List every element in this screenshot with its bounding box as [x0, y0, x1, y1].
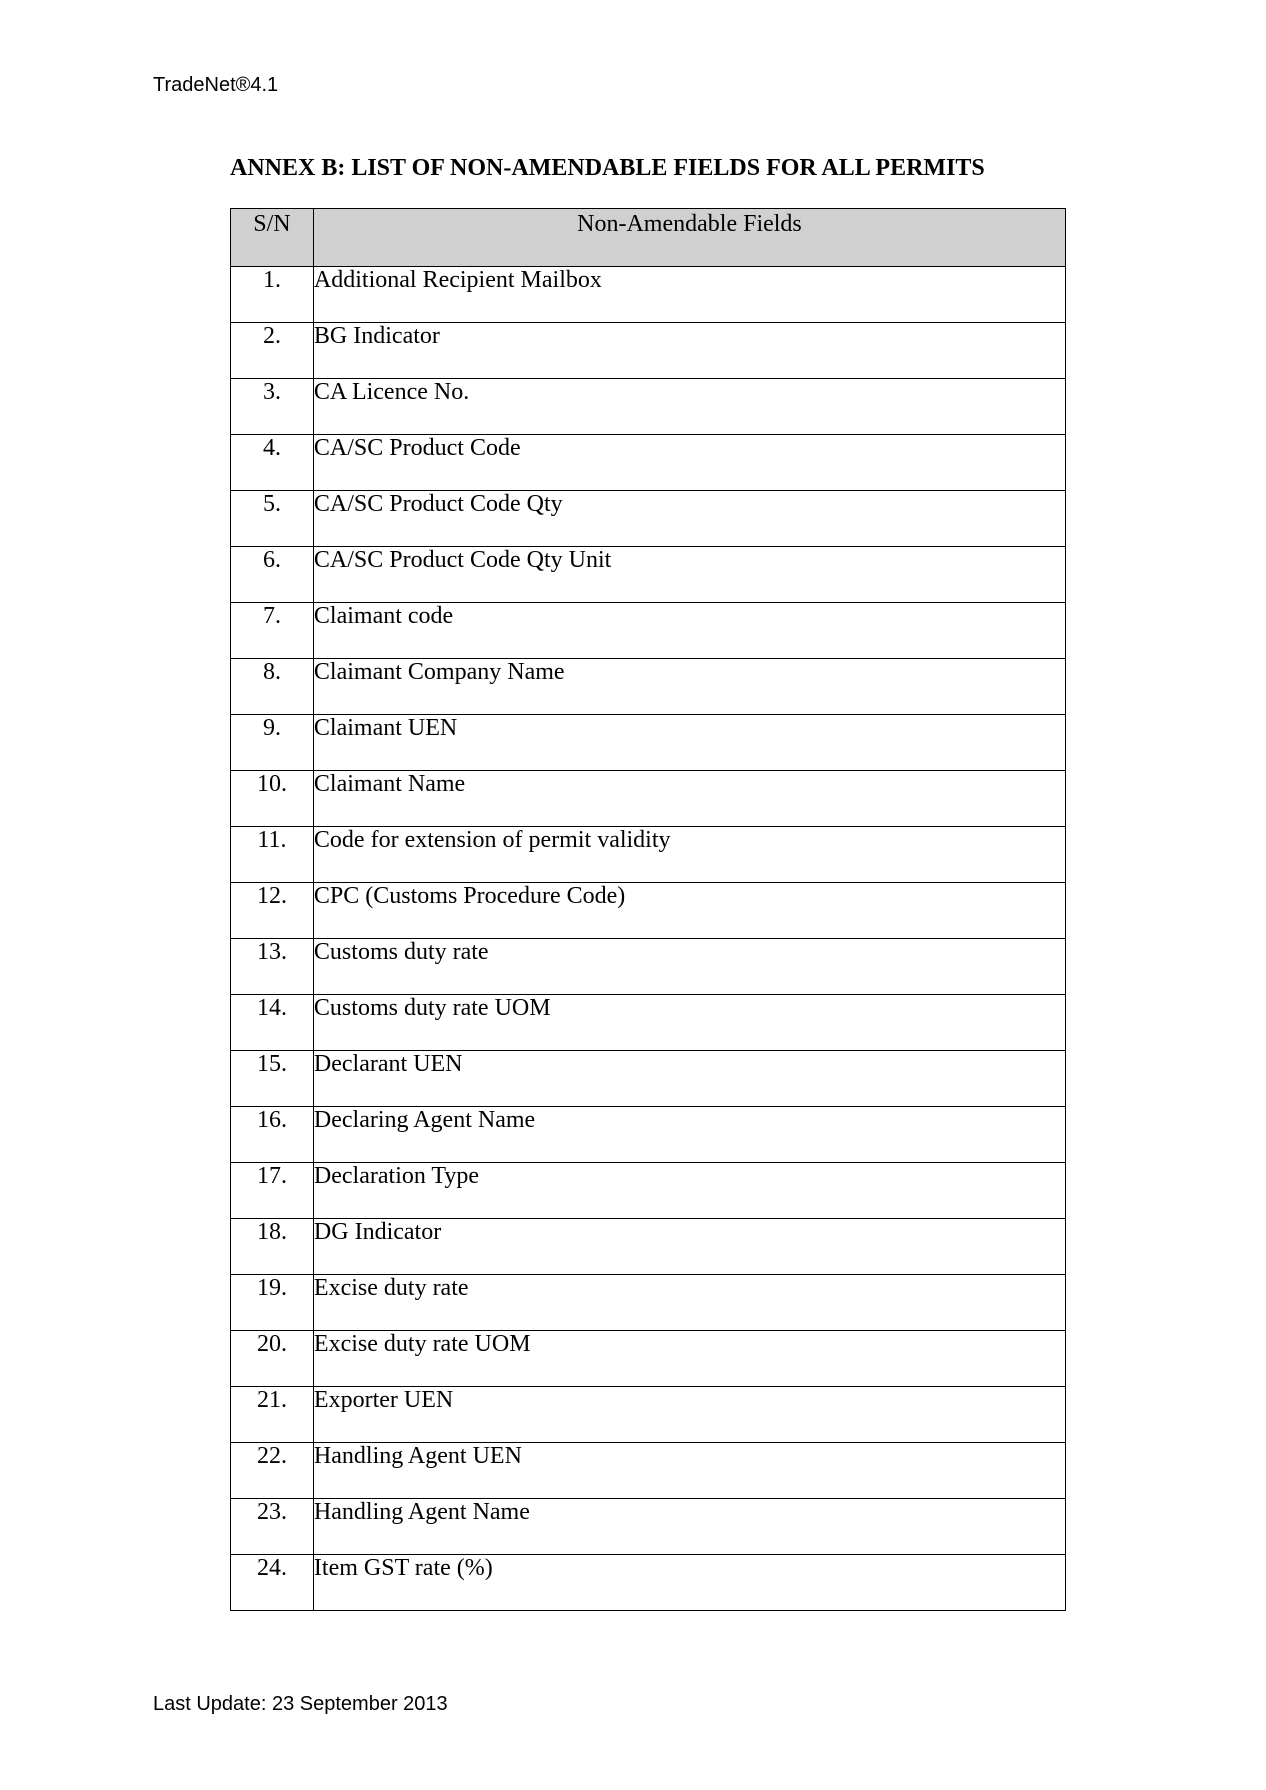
table-row [231, 995, 1066, 1051]
row-field-name: CA/SC Product Code [313, 435, 1065, 491]
table-row [231, 1219, 1066, 1275]
row-serial-number: 7. [231, 603, 314, 659]
row-field-name: CA/SC Product Code Qty [313, 491, 1065, 547]
row-field-name: Claimant UEN [313, 715, 1065, 771]
column-header-field: Non-Amendable Fields [313, 209, 1065, 267]
row-serial-number: 10. [231, 771, 314, 827]
row-field-name: Item GST rate (%) [313, 1555, 1065, 1611]
table-row [231, 323, 1066, 379]
row-field-name: Declarant UEN [313, 1051, 1065, 1107]
table-row [231, 491, 1066, 547]
row-field-name: Claimant Name [313, 771, 1065, 827]
table-row [231, 379, 1066, 435]
table-row [231, 435, 1066, 491]
row-field-name: BG Indicator [313, 323, 1065, 379]
table-row [231, 1163, 1066, 1219]
row-serial-number: 21. [231, 1387, 314, 1443]
table-row [231, 267, 1066, 323]
table-row [231, 883, 1066, 939]
row-field-name: Excise duty rate [313, 1275, 1065, 1331]
row-serial-number: 16. [231, 1107, 314, 1163]
document-title: ANNEX B: LIST OF NON-AMENDABLE FIELDS FOR ALL PERMITS [230, 155, 985, 181]
row-serial-number: 6. [231, 547, 314, 603]
table-row [231, 1555, 1066, 1611]
table-row [231, 1107, 1066, 1163]
row-serial-number: 20. [231, 1331, 314, 1387]
table-row [231, 1331, 1066, 1387]
row-field-name: Handling Agent Name [313, 1499, 1065, 1555]
table-row [231, 827, 1066, 883]
row-serial-number: 19. [231, 1275, 314, 1331]
row-serial-number: 17. [231, 1163, 314, 1219]
row-field-name: CPC (Customs Procedure Code) [313, 883, 1065, 939]
table-row [231, 547, 1066, 603]
table-row [231, 771, 1066, 827]
row-serial-number: 18. [231, 1219, 314, 1275]
column-header-sn: S/N [231, 209, 314, 267]
table-row [231, 659, 1066, 715]
row-field-name: CA/SC Product Code Qty Unit [313, 547, 1065, 603]
row-serial-number: 4. [231, 435, 314, 491]
row-field-name: DG Indicator [313, 1219, 1065, 1275]
table-row [231, 1443, 1066, 1499]
row-serial-number: 23. [231, 1499, 314, 1555]
table-row [231, 603, 1066, 659]
row-field-name: Claimant code [313, 603, 1065, 659]
row-serial-number: 13. [231, 939, 314, 995]
page-footer: Last Update: 23 September 2013 [153, 1693, 448, 1715]
row-field-name: Handling Agent UEN [313, 1443, 1065, 1499]
table-row [231, 1051, 1066, 1107]
row-field-name: Declaration Type [313, 1163, 1065, 1219]
row-serial-number: 2. [231, 323, 314, 379]
row-field-name: CA Licence No. [313, 379, 1065, 435]
row-serial-number: 3. [231, 379, 314, 435]
table-row [231, 1499, 1066, 1555]
table-row [231, 715, 1066, 771]
row-field-name: Declaring Agent Name [313, 1107, 1065, 1163]
row-serial-number: 5. [231, 491, 314, 547]
table-header-row [231, 209, 1066, 267]
non-amendable-fields-table [230, 208, 1066, 1611]
row-serial-number: 1. [231, 267, 314, 323]
table-body [231, 267, 1066, 1611]
row-field-name: Exporter UEN [313, 1387, 1065, 1443]
row-field-name: Excise duty rate UOM [313, 1331, 1065, 1387]
row-field-name: Customs duty rate [313, 939, 1065, 995]
row-serial-number: 22. [231, 1443, 314, 1499]
row-field-name: Claimant Company Name [313, 659, 1065, 715]
table-row [231, 939, 1066, 995]
row-field-name: Customs duty rate UOM [313, 995, 1065, 1051]
row-serial-number: 15. [231, 1051, 314, 1107]
table-row [231, 1387, 1066, 1443]
row-serial-number: 24. [231, 1555, 314, 1611]
row-serial-number: 12. [231, 883, 314, 939]
row-serial-number: 11. [231, 827, 314, 883]
row-serial-number: 14. [231, 995, 314, 1051]
row-field-name: Code for extension of permit validity [313, 827, 1065, 883]
row-field-name: Additional Recipient Mailbox [313, 267, 1065, 323]
row-serial-number: 8. [231, 659, 314, 715]
row-serial-number: 9. [231, 715, 314, 771]
page-header: TradeNet®4.1 [153, 74, 279, 96]
table-row [231, 1275, 1066, 1331]
